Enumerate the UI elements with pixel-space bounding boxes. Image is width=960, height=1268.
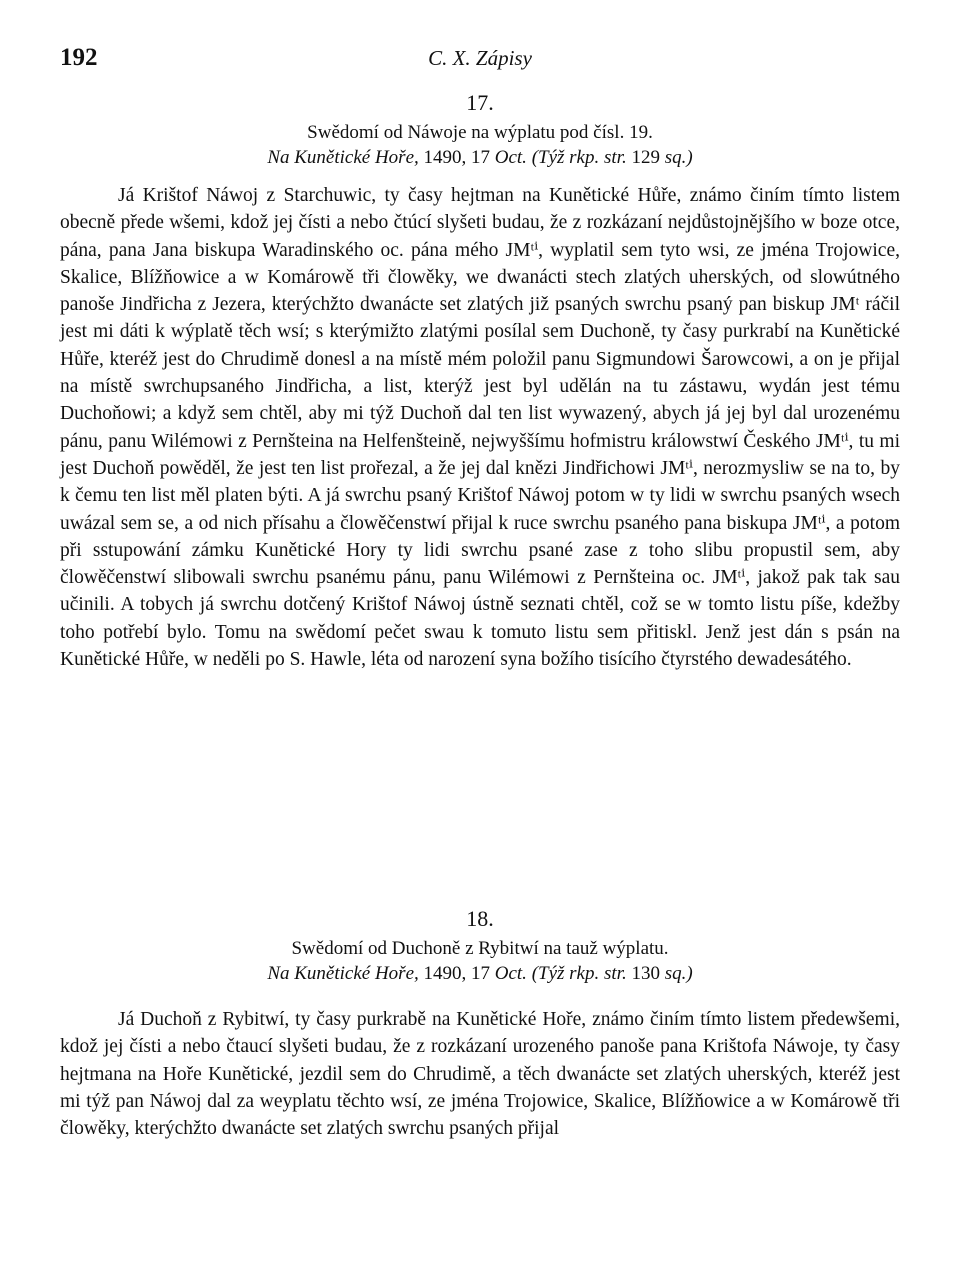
running-head [60, 44, 900, 80]
entry-source [60, 962, 900, 986]
source-ref-prefix: (Týž rkp. str. [531, 963, 627, 984]
source-place: Na Kunětické Hoře, [267, 147, 419, 168]
entry-number: 18. [466, 906, 494, 931]
source-date: 1490, 17 [423, 147, 490, 168]
entry-body: Já Krištof Náwoj z Starchuwic, ty časy hejtman na Kunětické Hůře, známo činím tímto listem obecně přede wšemi, kdož jej čísti a nebo čtúcí slyšeti budau, že z rozkázaní nejdůstojnějšího w boze otce, pána, pana Jana biskupa Waradinského oc. pána mého JMᵗⁱ, wyplatil sem tyto wsi, ze jména Trojowice, Skalice, Blížňowice a w Komárowě tři člowěky, we dwanácti stech zlatých uherských, od slowútného panoše Jindřicha z Jezera, kterýchžto dwanácte set zlatých již psaných swrchu psaný pan biskup JMᵗ ráčil jest mi dáti k wýplatě těch wsí; s kterýmižto zlatými posílal sem Duchoně, ty časy purkrabí na Kunětické Hůře, kteréž jest do Chrudimě donesl a na místě mém položil panu Sigmundowi Šarowcowi, a on je přijal na místě swrchupsaného Jindřicha, a list, kterýž jest byl udělán na tu zástawu, wydán jest tému Duchoňowi; a když sem chtěl, aby mi týž Duchoň dal ten list wywazený, abych já jej byl dal urozenému pánu, panu Wilémowi z Pernšteina na Helfenšteině, nejwyššímu hofmistru králowstwí Českého JMᵗⁱ, tu mi jest Duchoň powěděl, že jest ten list prořezal, a že jej dal knězi Jindřichowi JMᵗⁱ, nerozmysliw se na to, by k čemu ten list měl platen býti. A já swrchu psaný Krištof Náwoj potom w ty lidi w swrchu psaných wsech uwázal sem se, a od nich přísahu a člowěčenstwí přijal k ruce swrchu psaného pana biskupa JMᵗⁱ, a potom při sstupowání zámku Kunětické Hory ty lidi swrchu psané zase z toho slibu propustil sem, aby člowěčenstwí slibowali swrchu psanému pánu, panu Wilémowi z Pernšteina oc. JMᵗⁱ, jakož pak tak sau učinili. A tobych já swrchu dotčený Krištof Náwoj ústně seznati chtěl, což se w tomto listu píše, kdežby toho potřebí bylo. Tomu na swědomí pečet swau k tomuto listu sem přitiskl. Jenž jest dán s psán na Kunětické Hůře, w neděli po S. Hawle, léta od narození syna božího tisícího čtyrstého dewadesátého. [60, 185, 900, 671]
source-date: 1490, 17 [423, 963, 490, 984]
page-number: 192 [60, 44, 98, 71]
entry-body: Já Duchoň z Rybitwí, ty časy purkrabě na Kunětické Hoře, známo činím tímto listem předewšemi, kdož jej čísti a nebo čtaucí slyšeti budau, že z rozkázaní urozeného panoše pana Krištofa Náwoje, ty časy hejtmana na Hoře Kunětické, jezdil sem do Chrudimě, a těch dwanácte set zlatých uherských, kteréž jest mi týž pan Náwoj dal za weyplatu těchto wsí, ze jména Trojowice, Skalice, Blížňowice a w Komárowě tři člowěky, kterýchžto dwanácte set zlatých swrchu psaných přijal [60, 1009, 900, 1140]
entry-source [60, 146, 900, 170]
entry-heading: Swědomí od Náwoje na wýplatu pod čísl. 19. [307, 122, 653, 143]
entry-18 [60, 906, 900, 1142]
source-ref-suffix: sq.) [664, 147, 693, 168]
entry-heading: Swědomí od Duchoně z Rybitwí na tauž wýplatu. [291, 938, 669, 959]
source-month: Oct. [494, 147, 527, 168]
source-ref-prefix: (Týž rkp. str. [531, 147, 627, 168]
source-place: Na Kunětické Hoře, [267, 963, 419, 984]
source-month: Oct. [494, 963, 527, 984]
entry-17 [60, 90, 900, 673]
running-title: C. X. Zápisy [428, 46, 532, 70]
source-ref-page: 130 [631, 963, 660, 984]
source-ref-page: 129 [631, 147, 660, 168]
entry-number: 17. [466, 90, 494, 115]
source-ref-suffix: sq.) [664, 963, 693, 984]
